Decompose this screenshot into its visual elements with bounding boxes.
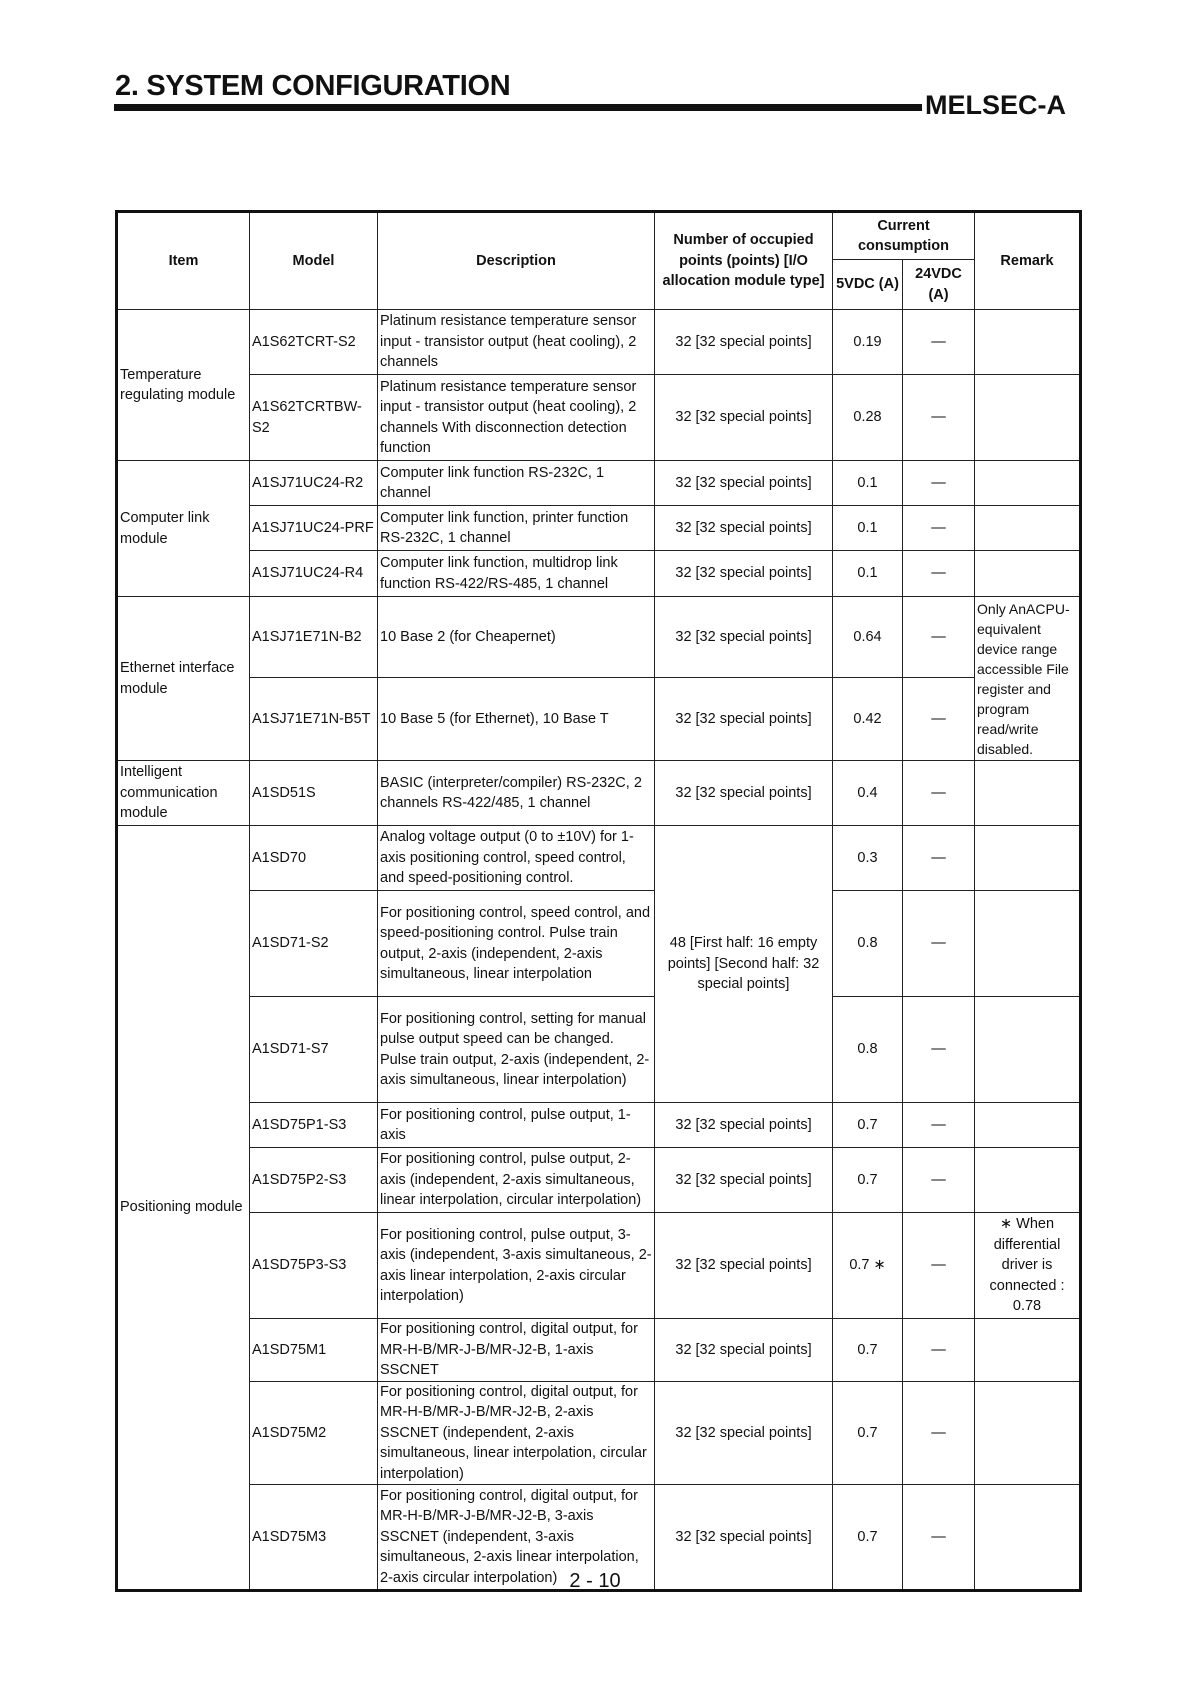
cell-remark (975, 997, 1081, 1103)
cell-description: For positioning control, digital output, for MR-H-B/MR-J-B/MR-J2-B, 2-axis SSCNET (independent, 2-axis simultaneous, linear interpolation, circular interpolation) (378, 1381, 655, 1485)
cell-points: 32 [32 special points] (655, 761, 833, 826)
cell-model: A1SJ71UC24-R4 (250, 551, 378, 597)
cell-5vdc: 0.8 (833, 997, 903, 1103)
cell-model: A1S62TCRT-S2 (250, 310, 378, 375)
cell-model: A1SJ71E71N-B2 (250, 597, 378, 678)
cell-5vdc: 0.7 (833, 1319, 903, 1382)
cell-remark (975, 1381, 1081, 1485)
header-5vdc: 5VDC (A) (833, 260, 903, 310)
cell-points: 32 [32 special points] (655, 310, 833, 375)
cell-model: A1S62TCRTBW-S2 (250, 375, 378, 461)
cell-5vdc: 0.7 (833, 1103, 903, 1148)
header-row (117, 212, 1081, 260)
table-row (117, 310, 1081, 375)
cell-24vdc: — (903, 310, 975, 375)
table-row (117, 461, 1081, 506)
cell-points: 32 [32 special points] (655, 506, 833, 551)
table-row (117, 1103, 1081, 1148)
cell-description: 10 Base 5 (for Ethernet), 10 Base T (378, 678, 655, 761)
cell-24vdc: — (903, 826, 975, 891)
cell-description: Computer link function, multidrop link function RS-422/RS-485, 1 channel (378, 551, 655, 597)
header-remark: Remark (975, 212, 1081, 310)
cell-remark (975, 826, 1081, 891)
cell-remark (975, 506, 1081, 551)
cell-24vdc: — (903, 1103, 975, 1148)
cell-5vdc: 0.64 (833, 597, 903, 678)
cell-description: For positioning control, pulse output, 2-axis (independent, 2-axis simultaneous, linear interpolation, circular interpolation) (378, 1148, 655, 1213)
table-row (117, 891, 1081, 997)
cell-24vdc: — (903, 678, 975, 761)
cell-remark (975, 761, 1081, 826)
module-table (115, 210, 1082, 1592)
cell-model: A1SD71-S2 (250, 891, 378, 997)
table-row (117, 678, 1081, 761)
cell-24vdc: — (903, 997, 975, 1103)
cell-remark (975, 1103, 1081, 1148)
cell-remark (975, 891, 1081, 997)
cell-5vdc: 0.19 (833, 310, 903, 375)
table-row (117, 1148, 1081, 1213)
cell-5vdc: 0.7 ∗ (833, 1213, 903, 1319)
header-model: Model (250, 212, 378, 310)
table-row (117, 826, 1081, 891)
header-description: Description (378, 212, 655, 310)
cell-5vdc: 0.1 (833, 506, 903, 551)
cell-model: A1SD70 (250, 826, 378, 891)
cell-points: 32 [32 special points] (655, 1381, 833, 1485)
cell-24vdc: — (903, 461, 975, 506)
table-row (117, 375, 1081, 461)
cell-description: 10 Base 2 (for Cheapernet) (378, 597, 655, 678)
cell-24vdc: — (903, 551, 975, 597)
cell-remark (975, 551, 1081, 597)
cell-5vdc: 0.3 (833, 826, 903, 891)
cell-model: A1SD75M2 (250, 1381, 378, 1485)
table-row (117, 997, 1081, 1103)
cell-points: 32 [32 special points] (655, 1213, 833, 1319)
table-row (117, 761, 1081, 826)
group-ethernet: Ethernet interface module (117, 597, 250, 761)
cell-remark (975, 1319, 1081, 1382)
cell-24vdc: — (903, 1148, 975, 1213)
cell-description: BASIC (interpreter/compiler) RS-232C, 2 channels RS-422/485, 1 channel (378, 761, 655, 826)
table-row (117, 506, 1081, 551)
cell-5vdc: 0.4 (833, 761, 903, 826)
cell-24vdc: — (903, 891, 975, 997)
group-computer-link: Computer link module (117, 461, 250, 597)
group-intelligent: Intelligent communication module (117, 761, 250, 826)
cell-description: For positioning control, speed control, and speed-positioning control. Pulse train output, 2-axis (independent, 2-axis simultaneous, linear interpolation (378, 891, 655, 997)
cell-5vdc: 0.1 (833, 551, 903, 597)
header-points: Number of occupied points (points) [I/O allocation module type] (655, 212, 833, 310)
cell-description: Computer link function RS-232C, 1 channel (378, 461, 655, 506)
brand-label: MELSEC-A (925, 90, 1066, 120)
cell-remark: ∗ When differential driver is connected : 0.78 (975, 1213, 1081, 1319)
cell-description: For positioning control, setting for manual pulse output speed can be changed. Pulse train output, 2-axis (independent, 2-axis simultaneous, linear interpolation) (378, 997, 655, 1103)
cell-24vdc: — (903, 597, 975, 678)
cell-model: A1SD71-S7 (250, 997, 378, 1103)
cell-24vdc: — (903, 1319, 975, 1382)
cell-description: For positioning control, pulse output, 3-axis (independent, 3-axis simultaneous, 2-axis linear interpolation, 2-axis circular interpolation) (378, 1213, 655, 1319)
cell-points: 32 [32 special points] (655, 1485, 833, 1591)
cell-model: A1SD75P2-S3 (250, 1148, 378, 1213)
cell-model: A1SJ71UC24-PRF (250, 506, 378, 551)
cell-remark (975, 461, 1081, 506)
cell-model: A1SD75M3 (250, 1485, 378, 1591)
cell-description: Platinum resistance temperature sensor input - transistor output (heat cooling), 2 channels With disconnection detection function (378, 375, 655, 461)
cell-model: A1SJ71UC24-R2 (250, 461, 378, 506)
cell-points: 32 [32 special points] (655, 1319, 833, 1382)
cell-5vdc: 0.1 (833, 461, 903, 506)
cell-24vdc: — (903, 1381, 975, 1485)
header-current: Current consumption (833, 212, 975, 260)
table-row (117, 1381, 1081, 1485)
cell-remark: Only AnACPU-equivalent device range accessible File register and program read/write disabled. (975, 597, 1081, 761)
cell-24vdc: — (903, 506, 975, 551)
table-row (117, 551, 1081, 597)
table-row (117, 1319, 1081, 1382)
header-item: Item (117, 212, 250, 310)
page-title: 2. SYSTEM CONFIGURATION (115, 70, 511, 102)
cell-24vdc: — (903, 1213, 975, 1319)
cell-points: 32 [32 special points] (655, 551, 833, 597)
cell-points: 32 [32 special points] (655, 1148, 833, 1213)
cell-model: A1SD51S (250, 761, 378, 826)
cell-5vdc: 0.7 (833, 1485, 903, 1591)
page-number: 2 - 10 (569, 1570, 621, 1592)
table-row (117, 597, 1081, 678)
cell-5vdc: 0.8 (833, 891, 903, 997)
cell-24vdc: — (903, 1485, 975, 1591)
cell-description: Platinum resistance temperature sensor input - transistor output (heat cooling), 2 channels (378, 310, 655, 375)
cell-description: For positioning control, digital output, for MR-H-B/MR-J-B/MR-J2-B, 1-axis SSCNET (378, 1319, 655, 1382)
table-row (117, 1213, 1081, 1319)
cell-points: 32 [32 special points] (655, 461, 833, 506)
cell-points: 32 [32 special points] (655, 597, 833, 678)
cell-remark (975, 375, 1081, 461)
cell-remark (975, 1148, 1081, 1213)
cell-24vdc: — (903, 375, 975, 461)
cell-description: Analog voltage output (0 to ±10V) for 1-axis positioning control, speed control, and speed-positioning control. (378, 826, 655, 891)
cell-5vdc: 0.7 (833, 1381, 903, 1485)
cell-description: For positioning control, pulse output, 1-axis (378, 1103, 655, 1148)
cell-remark (975, 310, 1081, 375)
header-rule (114, 104, 922, 111)
cell-points: 32 [32 special points] (655, 678, 833, 761)
cell-model: A1SD75P1-S3 (250, 1103, 378, 1148)
cell-5vdc: 0.28 (833, 375, 903, 461)
cell-description: For positioning control, digital output, for MR-H-B/MR-J-B/MR-J2-B, 3-axis SSCNET (independent, 3-axis simultaneous, 2-axis linear interpolation, 2-axis circular interpolation) (378, 1485, 655, 1591)
group-temperature: Temperature regulating module (117, 310, 250, 461)
cell-24vdc: — (903, 761, 975, 826)
cell-model: A1SJ71E71N-B5T (250, 678, 378, 761)
header-24vdc: 24VDC (A) (903, 260, 975, 310)
cell-points: 48 [First half: 16 empty points] [Second half: 32 special points] (655, 826, 833, 1103)
cell-description: Computer link function, printer function RS-232C, 1 channel (378, 506, 655, 551)
cell-points: 32 [32 special points] (655, 375, 833, 461)
cell-points: 32 [32 special points] (655, 1103, 833, 1148)
cell-5vdc: 0.7 (833, 1148, 903, 1213)
cell-model: A1SD75M1 (250, 1319, 378, 1382)
group-positioning: Positioning module (117, 826, 250, 1591)
cell-model: A1SD75P3-S3 (250, 1213, 378, 1319)
cell-5vdc: 0.42 (833, 678, 903, 761)
